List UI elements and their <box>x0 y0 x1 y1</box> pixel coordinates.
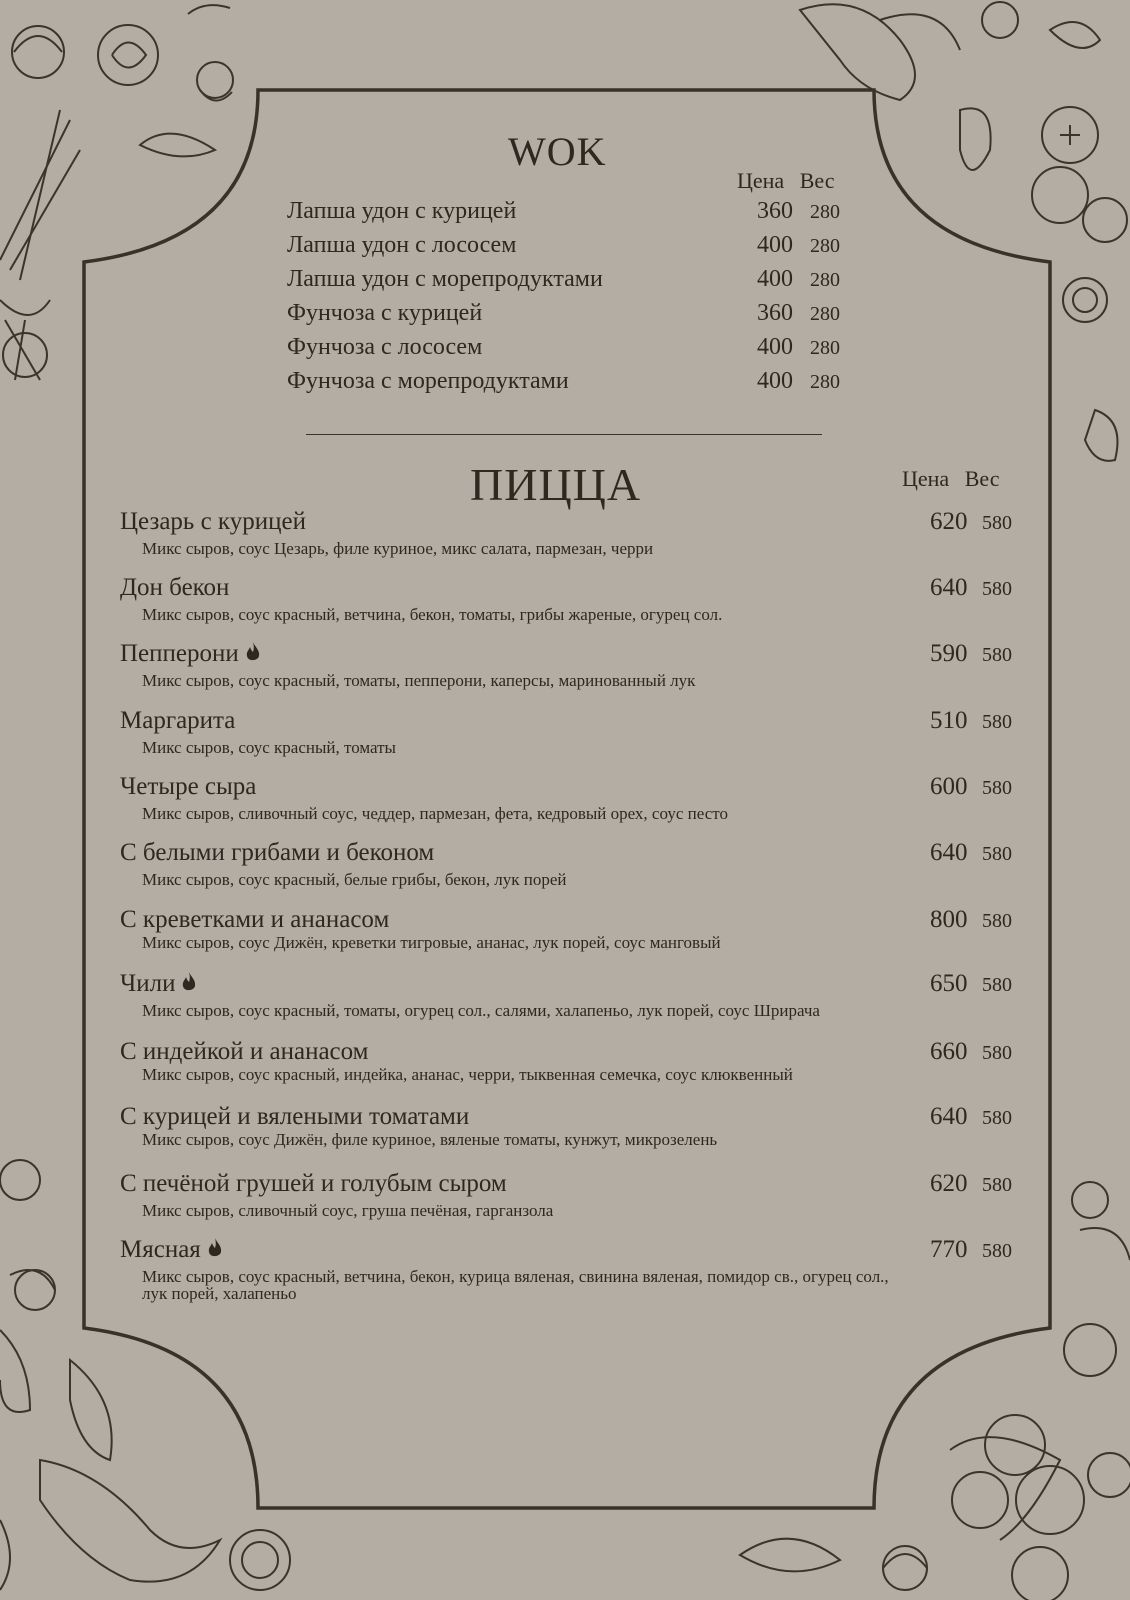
wok-list <box>287 198 847 402</box>
pizza-item-weight: 580 <box>982 512 1012 534</box>
wok-item-name: Лапша удон с лососем <box>287 232 517 258</box>
wok-item-price: 360 <box>757 300 793 326</box>
wok-item <box>287 368 847 402</box>
wok-item-price: 400 <box>757 368 793 394</box>
pizza-item-price: 600 <box>930 773 968 800</box>
pizza-item-name <box>120 640 261 668</box>
pizza-item-name-text: Маргарита <box>120 707 236 734</box>
pizza-item-price: 770 <box>930 1236 968 1263</box>
pizza-item-name <box>120 1038 369 1066</box>
pizza-item-name <box>120 906 389 934</box>
wok-item <box>287 198 847 232</box>
wok-item-weight: 280 <box>810 337 840 359</box>
wok-item-price: 360 <box>757 198 793 224</box>
pizza-section-title: ПИЦЦА <box>470 459 642 510</box>
wok-item-weight: 280 <box>810 235 840 257</box>
wok-item-name: Фунчоза с морепродуктами <box>287 368 569 394</box>
pizza-item-weight: 580 <box>982 843 1012 865</box>
pizza-item-name-text: Цезарь с курицей <box>120 508 306 535</box>
pizza-item-weight: 580 <box>982 644 1012 666</box>
wok-item-price: 400 <box>757 232 793 258</box>
wok-item <box>287 266 847 300</box>
pizza-item-name <box>120 839 434 867</box>
pizza-item-description: Микс сыров, соус красный, ветчина, бекон, томаты, грибы жареные, огурец сол. <box>142 605 723 624</box>
price-column-label: Цена <box>902 466 950 491</box>
wok-item-weight: 280 <box>810 303 840 325</box>
wok-item-weight: 280 <box>810 371 840 393</box>
pizza-item-name-text: Четыре сыра <box>120 773 257 800</box>
pizza-item-name-text: С индейкой и ананасом <box>120 1038 369 1065</box>
pizza-item-name <box>120 1236 223 1264</box>
pizza-item-description: Микс сыров, соус красный, томаты <box>142 738 396 757</box>
pizza-item-weight: 580 <box>982 1042 1012 1064</box>
wok-item-name: Лапша удон с морепродуктами <box>287 266 603 292</box>
pizza-item-description: Микс сыров, соус красный, томаты, огурец сол., салями, халапеньо, лук порей, соус Шрирача <box>142 1001 820 1020</box>
weight-column-label: Вес <box>964 466 1000 491</box>
pizza-item-name-text: Дон бекон <box>120 574 230 601</box>
wok-item-name: Фунчоза с лососем <box>287 334 483 360</box>
pizza-item-name <box>120 707 235 735</box>
pizza-item-price: 640 <box>930 1103 968 1130</box>
wok-item-price: 400 <box>757 266 793 292</box>
pizza-item-description: Микс сыров, соус красный, ветчина, бекон, курица вяленая, свинина вяленая, помидор св., огурец сол., лук порей, халапеньо <box>142 1267 889 1303</box>
price-column-label: Цена <box>737 168 785 193</box>
pizza-item-price: 660 <box>930 1038 968 1065</box>
pizza-item-weight: 580 <box>982 910 1012 932</box>
pizza-item-weight: 580 <box>982 777 1012 799</box>
pizza-item-name <box>120 508 306 536</box>
pizza-item-price: 650 <box>930 970 968 997</box>
pizza-item-description: Микс сыров, соус Дижён, филе куриное, вяленые томаты, кунжут, микрозелень <box>142 1130 718 1149</box>
pizza-item-name <box>120 1103 469 1131</box>
pizza-item-description: Микс сыров, соус Дижён, креветки тигровые, ананас, лук порей, соус манговый <box>142 933 721 952</box>
wok-item <box>287 334 847 368</box>
wok-item-weight: 280 <box>810 201 840 223</box>
pizza-item-name-text: Чили <box>120 970 176 997</box>
pizza-item-name-text: С курицей и вялеными томатами <box>120 1103 470 1130</box>
weight-column-label: Вес <box>799 168 835 193</box>
pizza-item-name <box>120 1170 507 1198</box>
pizza-item-name-text: Мясная <box>120 1236 201 1263</box>
wok-item-price: 400 <box>757 334 793 360</box>
wok-item <box>287 232 847 266</box>
fire-icon <box>245 641 261 663</box>
pizza-item-description: Микс сыров, соус Цезарь, филе куриное, микс салата, пармезан, черри <box>142 539 654 558</box>
pizza-item-price: 590 <box>930 640 968 667</box>
pizza-item-name-text: С белыми грибами и беконом <box>120 839 435 866</box>
pizza-item-weight: 580 <box>982 1107 1012 1129</box>
pizza-item-name-text: С печёной грушей и голубым сыром <box>120 1170 507 1197</box>
pizza-item-description: Микс сыров, соус красный, белые грибы, бекон, лук порей <box>142 870 567 889</box>
pizza-item-name-text: Пепперони <box>120 640 239 667</box>
wok-column-header <box>737 168 844 194</box>
pizza-item-description: Микс сыров, соус красный, томаты, пепперони, каперсы, маринованный лук <box>142 671 696 690</box>
pizza-item-weight: 580 <box>982 974 1012 996</box>
wok-item-weight: 280 <box>810 269 840 291</box>
pizza-item-name <box>120 970 197 998</box>
wok-section-title: WOK <box>508 129 607 174</box>
pizza-item-weight: 580 <box>982 1240 1012 1262</box>
pizza-item-price: 640 <box>930 839 968 866</box>
pizza-item-description: Микс сыров, сливочный соус, чеддер, пармезан, фета, кедровый орех, соус песто <box>142 804 728 823</box>
wok-item-name: Фунчоза с курицей <box>287 300 483 326</box>
pizza-column-header <box>902 466 1009 492</box>
fire-icon <box>181 971 197 993</box>
pizza-item-price: 510 <box>930 707 968 734</box>
pizza-item-name-text: С креветками и ананасом <box>120 906 390 933</box>
pizza-item-description: Микс сыров, сливочный соус, груша печёная, гарганзола <box>142 1201 554 1220</box>
section-divider <box>306 434 822 435</box>
pizza-item-price: 620 <box>930 1170 968 1197</box>
pizza-item-name <box>120 574 229 602</box>
pizza-item-price: 620 <box>930 508 968 535</box>
pizza-item-price: 640 <box>930 574 968 601</box>
wok-item-name: Лапша удон с курицей <box>287 198 517 224</box>
fire-icon <box>207 1237 223 1259</box>
pizza-item-description: Микс сыров, соус красный, индейка, ананас, черри, тыквенная семечка, соус клюквенный <box>142 1065 793 1084</box>
pizza-item-price: 800 <box>930 906 968 933</box>
pizza-item-weight: 580 <box>982 711 1012 733</box>
pizza-item-name <box>120 773 256 801</box>
pizza-item-weight: 580 <box>982 1174 1012 1196</box>
wok-item <box>287 300 847 334</box>
pizza-item-weight: 580 <box>982 578 1012 600</box>
